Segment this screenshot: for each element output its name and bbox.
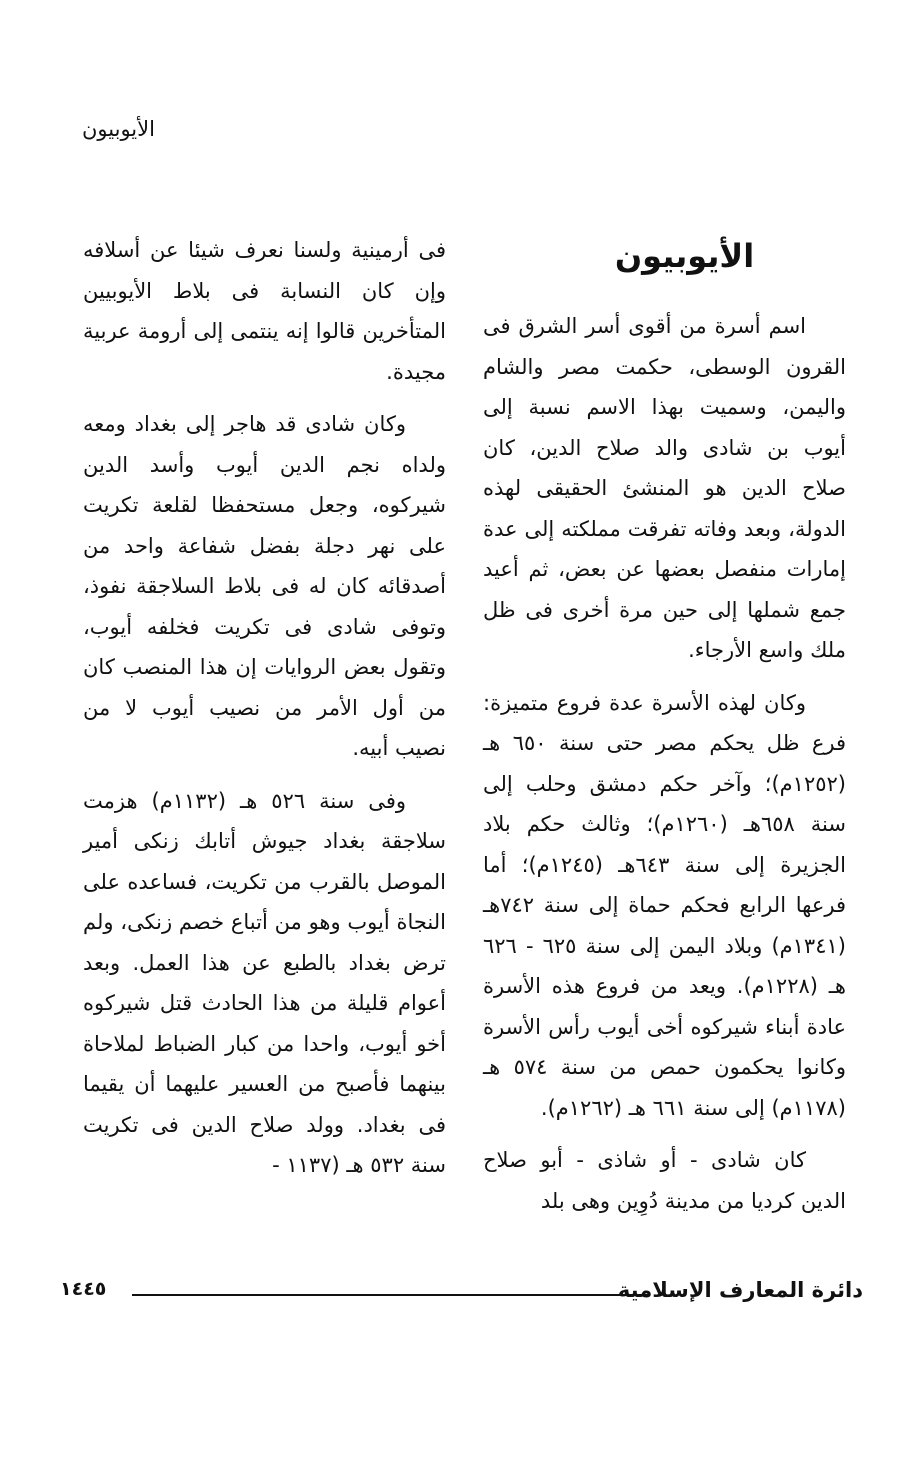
column-right	[483, 232, 846, 1233]
footer-rule	[132, 1294, 650, 1296]
publication-title: دائرة المعارف الإسلامية	[617, 1278, 863, 1302]
entry-title: الأيوبيون	[614, 237, 755, 275]
paragraph-shadi-origin: كان شادى - أو شاذى - أبو صلاح الدين كرديا من مدينة دُوِين وهى بلد	[483, 1148, 846, 1213]
column-left	[83, 230, 446, 1198]
running-head: الأيوبيون	[82, 117, 155, 141]
page-number: ١٤٤٥	[60, 1278, 107, 1300]
paragraph-continued: فى أرمينية ولسنا نعرف شيئا عن أسلافه وإن كان النسابة فى بلاط الأيوبيين المتأخرين قالوا إنه ينتمى إلى أرومة عربية مجيدة.	[83, 238, 446, 384]
paragraph-branches: وكان لهذه الأسرة عدة فروع متميزة: فرع ظل يحكم مصر حتى سنة ٦٥٠ هـ (١٢٥٢م)؛ وآخر حكم دمشق وحلب إلى سنة ٦٥٨هـ (١٢٦٠م)؛ وثالث حكم بلاد الجزيرة إلى سنة ٦٤٣هـ (١٢٤٥م)؛ أما فرعها الرابع فحكم حماة إلى سنة ٧٤٢هـ (١٣٤١م) وبلاد اليمن إلى سنة ٦٢٥ - ٦٢٦ هـ (١٢٢٨م). ويعد من فروع هذه الأسرة عادة أبناء شيركوه أخى أيوب رأس الأسرة وكانوا يحكمون حمص من سنة ٥٧٤ هـ (١١٧٨م) إلى سنة ٦٦١ هـ (١٢٦٢م).	[483, 690, 847, 1120]
page-footer	[60, 1278, 863, 1308]
paragraph-intro: اسم أسرة من أقوى أسر الشرق فى القرون الوسطى، حكمت مصر والشام واليمن، وسميت بهذا الاسم نسبة إلى أيوب بن شادى والد صلاح الدين، كان صلاح الدين هو المنشئ الحقيقى لهذه الدولة، وبعد وفاته تفرقت مملكته إلى عدة إمارات منفصل بعضها عن بعض، ثم أعيد جمع شملها إلى حين مرة أخرى فى ظل ملك واسع الأرجاء.	[483, 314, 846, 662]
paragraph-migration: وكان شادى قد هاجر إلى بغداد ومعه ولداه نجم الدين أيوب وأسد الدين شيركوه، وجعل مستحفظا لقلعة تكريت على نهر دجلة بفضل شفاعة واحد من أصدقائه كان له فى بلاط السلاجقة نفوذ، وتوفى شادى فى تكريت فخلفه أيوب، وتقول بعض الروايات إن هذا المنصب كان من أول الأمر من نصيب أيوب لا من نصيب أبيه.	[83, 412, 446, 760]
paragraph-tikrit: وفى سنة ٥٢٦ هـ (١١٣٢م) هزمت سلاجقة بغداد جيوش أتابك زنكى أمير الموصل بالقرب من تكريت، فساعده على النجاة أيوب وهو من أتباع خصم زنكى، ولم ترض بغداد بالطبع عن هذا العمل. وبعد أعوام قليلة من هذا الحادث قتل شيركوه أخو أيوب، واحدا من كبار الضباط لملاحاة بينهما فأصبح من العسير عليهما أن يقيما فى بغداد. وولد صلاح الدين فى تكريت سنة ٥٣٢ هـ (١١٣٧ -	[83, 788, 446, 1177]
